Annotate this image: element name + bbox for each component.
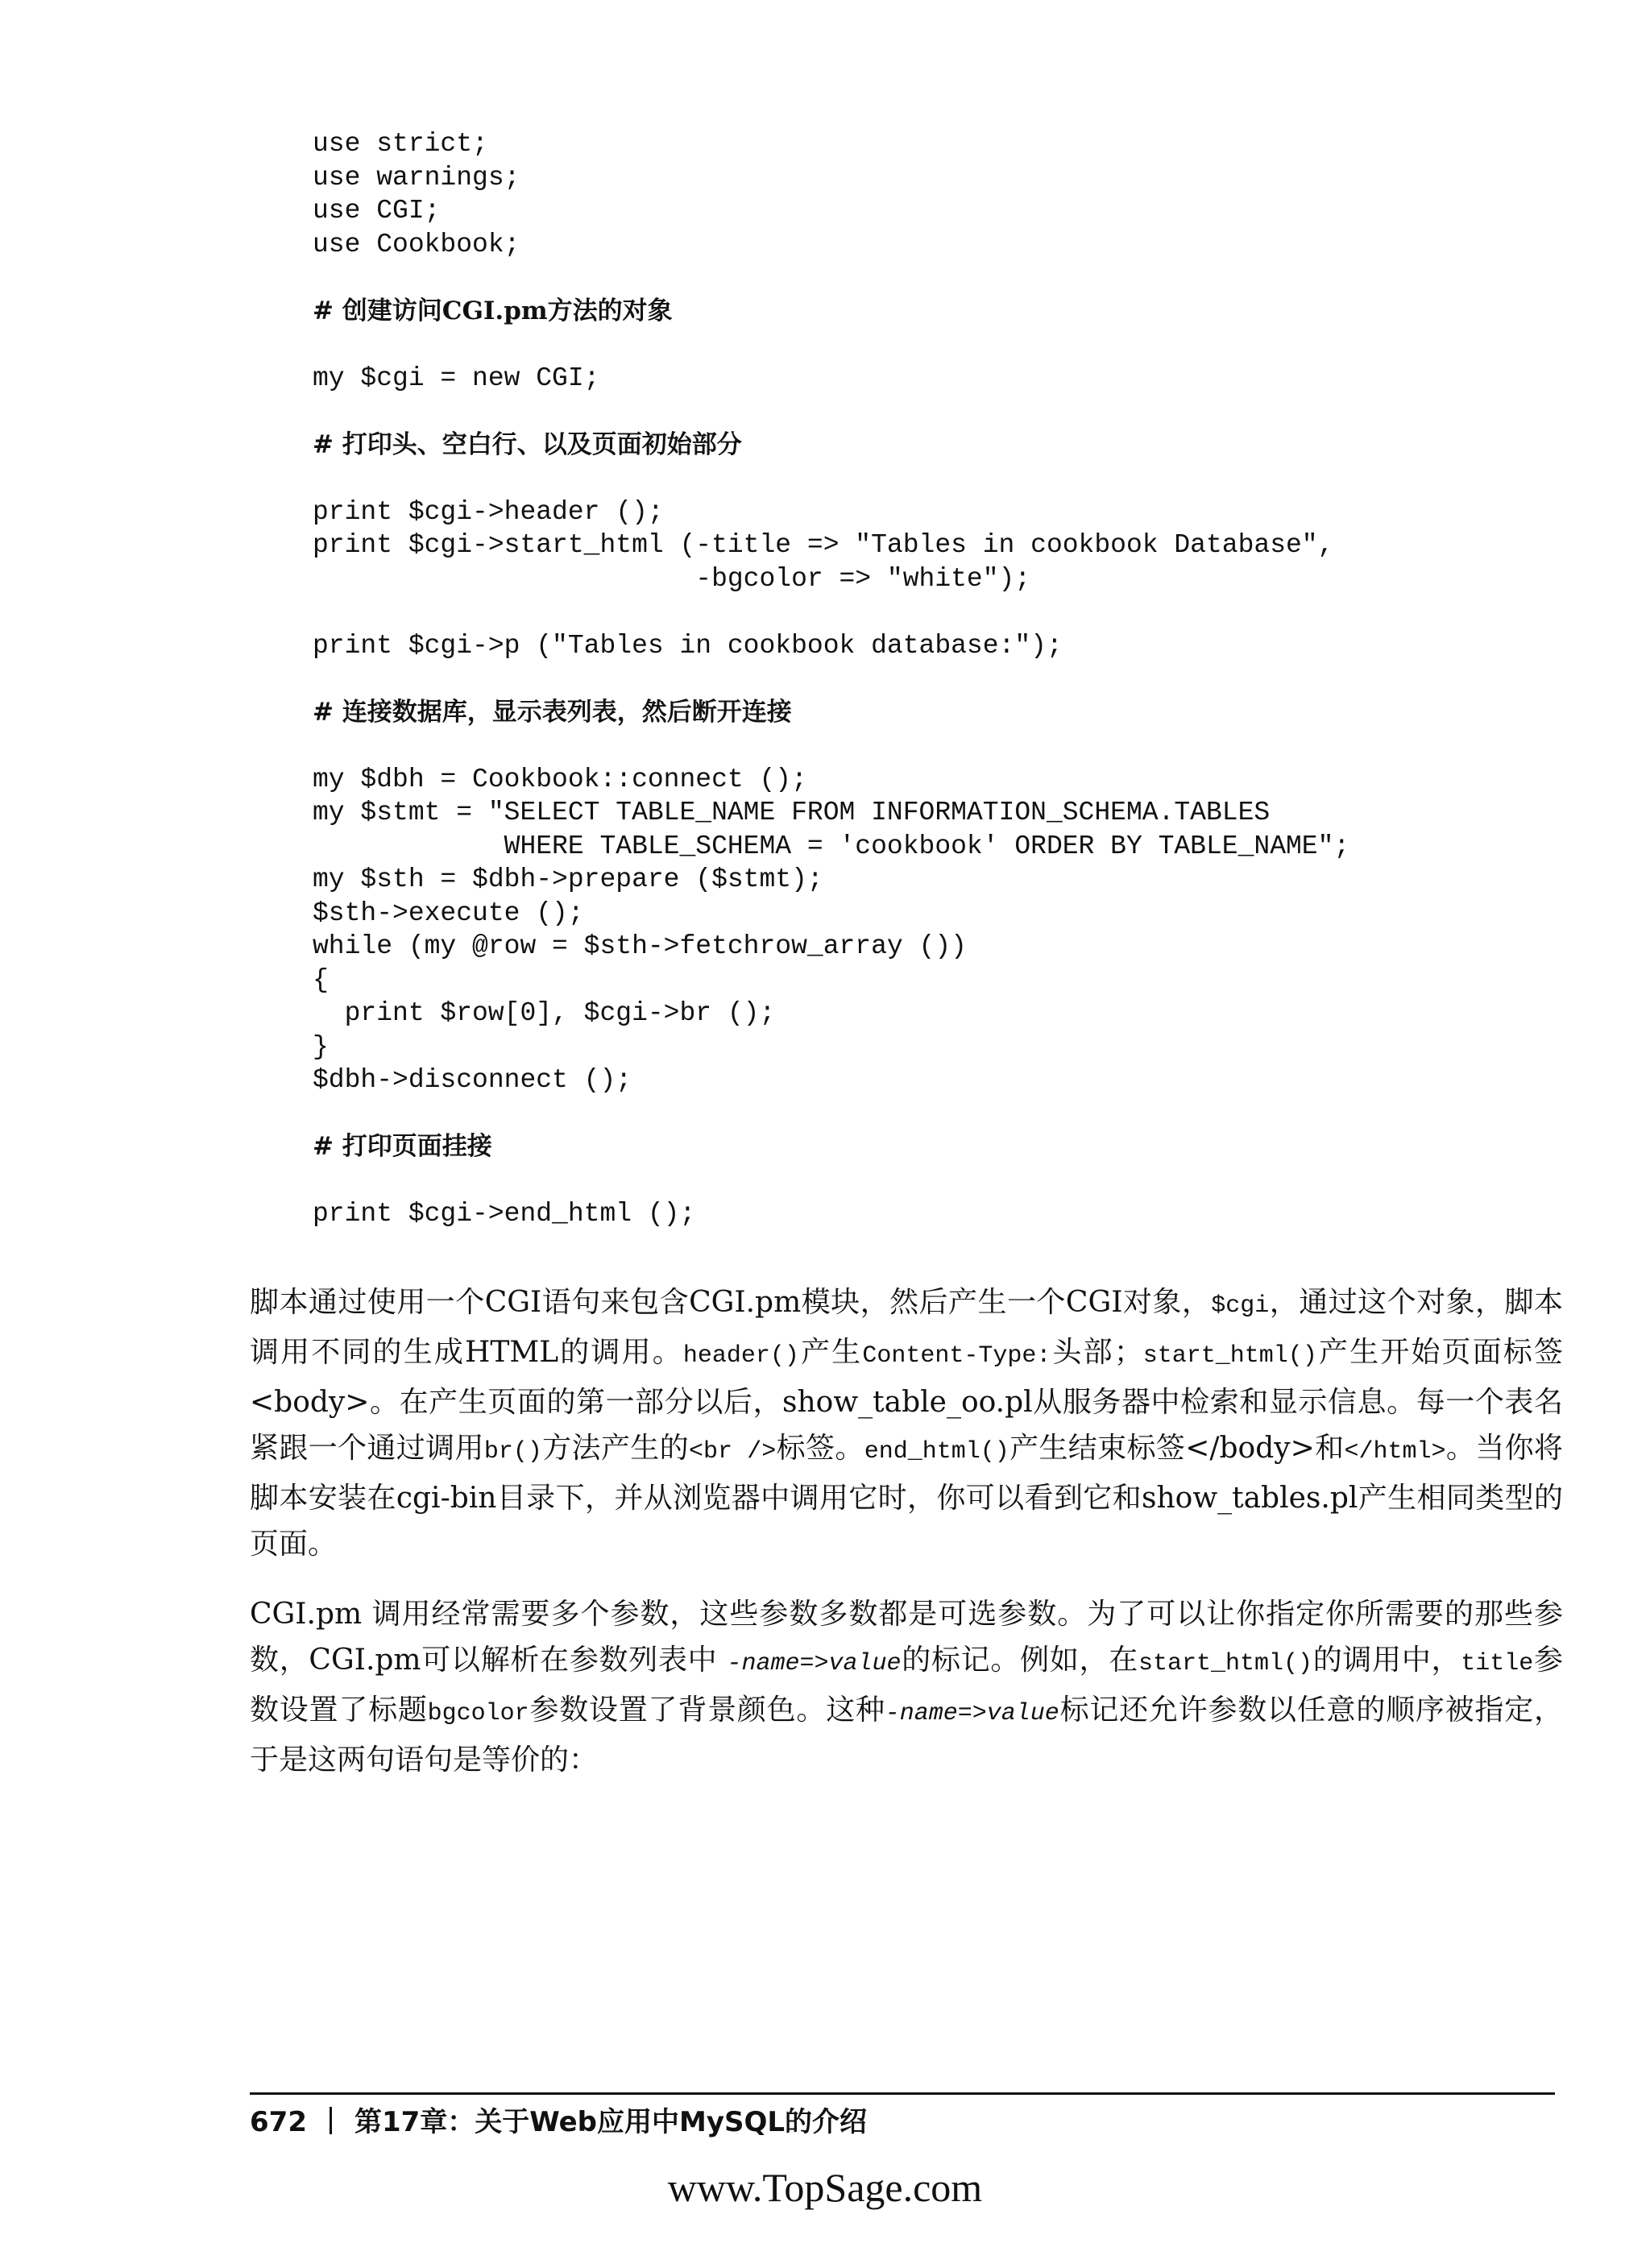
code-blank-line: [313, 595, 1618, 629]
paragraph-text: 脚本通过使用一个CGI语句来包含CGI.pm模块，然后产生一个CGI对象，: [250, 1286, 1212, 1319]
paragraph-text: ，通过这个对象，脚本调用不同的生成HTML的调用。: [250, 1286, 1563, 1369]
code-line: print $row[0], $cgi->br ();: [313, 998, 776, 1028]
paragraph-text: </body>: [1185, 1432, 1315, 1465]
paragraph-text: 标记还允许参数以任意的顺序被指定，于是这两句语句是等价的：: [250, 1694, 1563, 1777]
paragraph-text: CGI.pm 调用经常需要多个参数，这些参数多数都是可选参数。为了可以让你指定你所需要的那些参数，CGI.pm可以解析在参数列表中: [250, 1598, 1563, 1677]
code-line: use Cookbook;: [313, 229, 520, 259]
code-blank-line: [313, 662, 1618, 696]
paragraph-text: 产生: [798, 1336, 863, 1369]
code-blank-line: [313, 462, 1618, 495]
footer-rule: [250, 2092, 1555, 2095]
inline-code: start_html(): [1142, 1342, 1317, 1370]
code-blank-line: [313, 261, 1618, 295]
inline-code: -name=>value: [885, 1700, 1059, 1727]
inline-code: <br />: [688, 1438, 777, 1466]
code-blank-line: [313, 1164, 1618, 1198]
code-line: }: [313, 1031, 329, 1062]
code-line: $dbh->disconnect ();: [313, 1065, 632, 1095]
code-line: while (my @row = $sth->fetchrow_array ()): [313, 931, 967, 961]
code-line: use warnings;: [313, 162, 520, 193]
code-line: use CGI;: [313, 196, 441, 226]
inline-code: bgcolor: [427, 1700, 529, 1727]
chapter-title: 第17章：关于Web应用中MySQL的介绍: [354, 2106, 868, 2138]
paragraph-text: 产生结束标签: [1009, 1432, 1186, 1465]
code-line: {: [313, 964, 329, 995]
inline-code: Content-Type:: [862, 1342, 1051, 1370]
inline-code: br(): [483, 1438, 542, 1466]
code-line: print $cgi->start_html (-title => "Tables in cookbook Database",: [313, 530, 1334, 560]
code-comment: # 连接数据库，显示表列表，然后断开连接: [313, 697, 792, 727]
paragraph-text: 和: [1314, 1432, 1345, 1465]
inline-code: start_html(): [1138, 1650, 1312, 1677]
code-line: WHERE TABLE_SCHEMA = 'cookbook' ORDER BY TABLE_NAME";: [313, 831, 1350, 861]
code-comment: # 创建访问CGI.pm方法的对象: [313, 296, 673, 325]
paragraph-text: 参数设置了背景颜色。这种: [529, 1694, 885, 1727]
inline-code: title: [1461, 1650, 1534, 1677]
watermark-url: www.TopSage.com: [667, 2165, 983, 2210]
page-footer: [250, 2103, 867, 2142]
code-line: -bgcolor => "white");: [313, 563, 1031, 594]
code-blank-line: [313, 328, 1618, 362]
inline-code: </html>: [1344, 1438, 1446, 1466]
paragraph-text: 的标记。例如，在: [901, 1644, 1138, 1677]
inline-code: header(): [682, 1342, 799, 1370]
code-line: use strict;: [313, 129, 488, 159]
paragraph-text: 的调用中，: [1312, 1644, 1461, 1677]
paragraph-text: 头部；: [1051, 1336, 1143, 1369]
code-blank-line: [313, 395, 1618, 429]
code-line: my $sth = $dbh->prepare ($stmt);: [313, 864, 823, 894]
inline-code: end_html(): [864, 1438, 1009, 1466]
paragraph-text: <body>: [250, 1386, 370, 1419]
inline-code: $cgi: [1211, 1292, 1270, 1320]
body-paragraph: [250, 1279, 1563, 1567]
page-number: 672: [250, 2106, 307, 2138]
paragraph-text: 标签。: [776, 1432, 864, 1465]
code-line: print $cgi->end_html ();: [313, 1199, 696, 1229]
paragraph-text: 。在产生页面的第一部分以后，show_table_oo.pl从服务器中检索和显示信息。每一个表名紧跟一个通过调用: [250, 1386, 1563, 1465]
paragraph-text: 产生开始页面标签: [1316, 1336, 1563, 1369]
code-line: print $cgi->header ();: [313, 496, 664, 527]
paragraph-text: 。当你将脚本安装在cgi-bin目录下，并从浏览器中调用它时，你可以看到它和show_tables.pl产生相同类型的页面。: [250, 1432, 1563, 1561]
paragraph-text: 方法产生的: [541, 1432, 689, 1465]
code-blank-line: [313, 1097, 1618, 1131]
code-line: $sth->execute ();: [313, 898, 584, 928]
body-paragraph: [250, 1591, 1563, 1783]
code-line: print $cgi->p ("Tables in cookbook database:");: [313, 630, 1063, 661]
code-blank-line: [313, 729, 1618, 763]
code-listing: [313, 127, 1618, 1231]
code-line: my $stmt = "SELECT TABLE_NAME FROM INFORMATION_SCHEMA.TABLES: [313, 798, 1271, 827]
code-comment: # 打印头、空白行、以及页面初始部分: [313, 429, 742, 459]
paragraph-text: 参数设置了标题: [250, 1644, 1563, 1727]
inline-code: -name=>value: [727, 1650, 902, 1677]
code-comment: # 打印页面挂接: [313, 1132, 492, 1161]
code-line: my $dbh = Cookbook::connect ();: [313, 764, 807, 794]
footer-separator: [330, 2107, 332, 2134]
code-line: my $cgi = new CGI;: [313, 363, 600, 393]
